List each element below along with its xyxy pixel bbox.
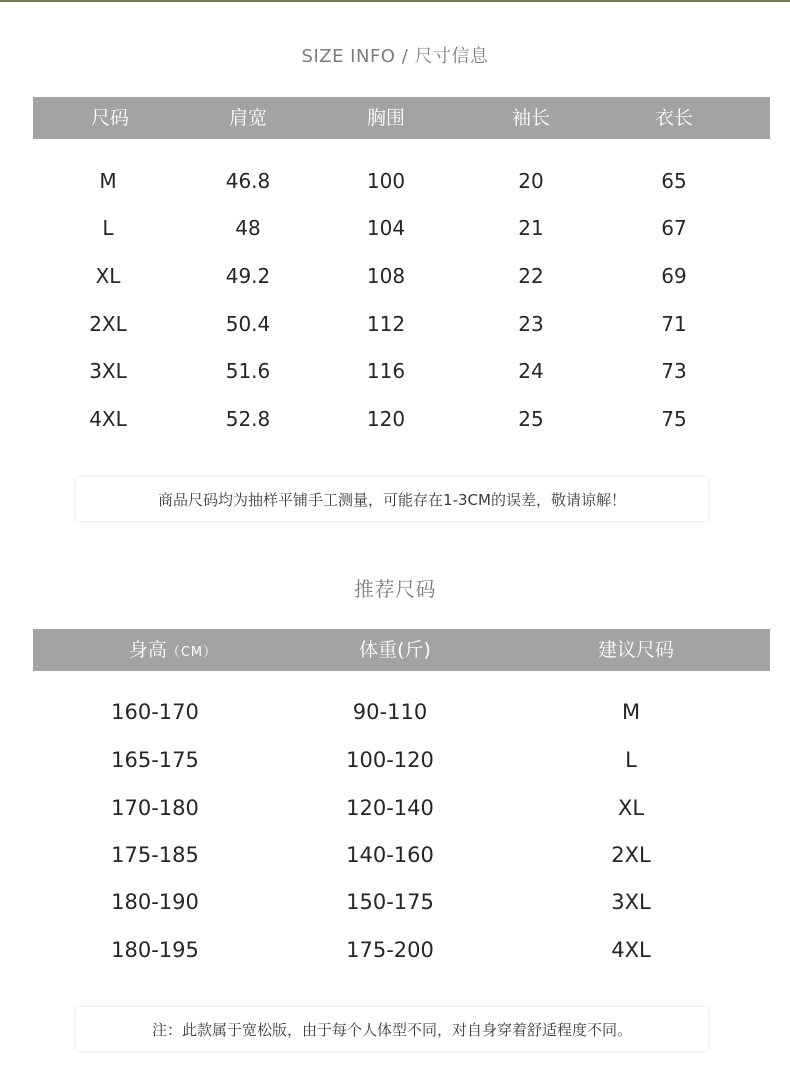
header-sleeve: 袖长 [511, 107, 550, 129]
header-size: 尺码 [90, 107, 129, 129]
table-cell: 120-140 [346, 796, 434, 820]
table-cell: L [102, 216, 114, 240]
header-shoulder: 肩宽 [228, 107, 267, 129]
table-cell: 65 [661, 169, 687, 193]
table-cell: 24 [518, 359, 544, 383]
table-cell: 3XL [89, 359, 127, 383]
table-cell: M [621, 700, 641, 724]
table-cell: 100 [366, 169, 406, 193]
header-recommended-size: 建议尺码 [597, 639, 674, 661]
header-weight: 体重(斤) [359, 639, 431, 661]
table-cell: 52.8 [225, 407, 271, 431]
table-cell: 108 [366, 264, 406, 288]
table-cell: 22 [518, 264, 544, 288]
header-height-unit: （CM） [166, 645, 218, 660]
table-cell: 23 [518, 312, 544, 336]
table-cell: 48 [235, 216, 261, 240]
table-cell: 150-175 [346, 890, 434, 914]
table-cell: 2XL [611, 843, 651, 867]
table-cell: 46.8 [225, 169, 271, 193]
header-height [93, 629, 253, 671]
header-length: 衣长 [654, 107, 693, 129]
table-cell: 175-185 [111, 843, 199, 867]
table-cell: 100-120 [346, 748, 434, 772]
table-cell: 112 [366, 312, 406, 336]
table-cell: 104 [366, 216, 406, 240]
table-cell: 25 [518, 407, 544, 431]
table-cell: 51.6 [225, 359, 271, 383]
measurement-note: 商品尺码均为抽样平铺手工测量，可能存在1-3CM的误差，敬请谅解！ [76, 477, 708, 521]
table-cell: 3XL [611, 890, 651, 914]
table-cell: 73 [661, 359, 687, 383]
table-cell: 4XL [611, 938, 651, 962]
table-cell: 50.4 [225, 312, 271, 336]
table-cell: 49.2 [225, 264, 271, 288]
table-cell: 116 [366, 359, 406, 383]
table-cell: 180-190 [111, 890, 199, 914]
header-height-label: 身高 [128, 639, 167, 661]
table-cell: 20 [518, 169, 544, 193]
header-chest: 胸围 [366, 107, 405, 129]
table-cell: XL [95, 264, 121, 288]
table-cell: 90-110 [352, 700, 428, 724]
table-cell: L [625, 748, 637, 772]
table-cell: 120 [366, 407, 406, 431]
table-cell: 140-160 [346, 843, 434, 867]
table-cell: 170-180 [111, 796, 199, 820]
table-cell: XL [617, 796, 645, 820]
table-cell: 175-200 [346, 938, 434, 962]
table-cell: 71 [661, 312, 687, 336]
table-cell: M [99, 169, 117, 193]
table-cell: 4XL [89, 407, 127, 431]
table-cell: 180-195 [111, 938, 199, 962]
table-cell: 21 [518, 216, 544, 240]
size-info-title: SIZE INFO / 尺寸信息 [301, 46, 489, 67]
table-cell: 160-170 [111, 700, 199, 724]
fit-note: 注：此款属于宽松版，由于每个人体型不同，对自身穿着舒适程度不同。 [76, 1007, 708, 1051]
table-cell: 165-175 [111, 748, 199, 772]
table-cell: 2XL [89, 312, 127, 336]
top-divider [0, 0, 790, 2]
recommend-table-header [33, 629, 770, 671]
recommend-title: 推荐尺码 [354, 577, 436, 601]
table-cell: 67 [661, 216, 687, 240]
size-table-header [33, 97, 770, 139]
table-cell: 75 [661, 407, 687, 431]
table-cell: 69 [661, 264, 687, 288]
